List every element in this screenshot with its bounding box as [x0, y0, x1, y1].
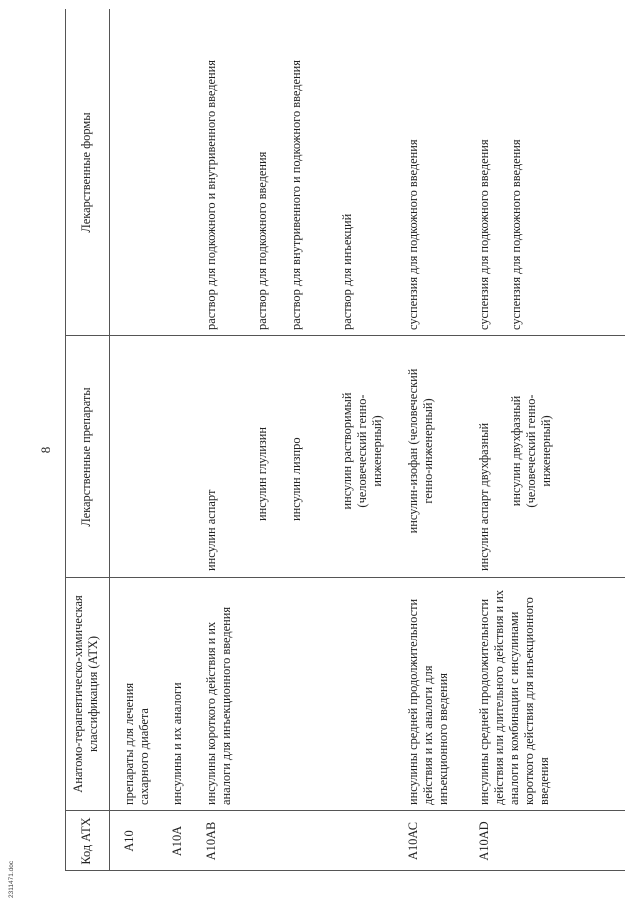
- dosage-form: раствор для инъекций: [340, 213, 354, 330]
- atc-table: [65, 9, 625, 871]
- drug-name: инсулин двухфазный (человеческий генно-инженерный): [509, 394, 553, 508]
- header-classification: Анатомо-терапевтическо-химическая классификация (АТХ): [71, 595, 100, 793]
- page-number: 8: [38, 446, 53, 454]
- header-code: Код АТХ: [79, 817, 93, 865]
- dosage-form: раствор для подкожного введения: [255, 151, 269, 330]
- row-classification: инсулины средней продолжительности действия или длительного действия и их аналоги в комбинации с инсулинами короткого действия для инъекционного введения: [477, 589, 551, 805]
- column-divider: [65, 335, 625, 336]
- row-code: А10АС: [406, 822, 420, 860]
- dosage-form: суспензия для подкожного введения: [406, 139, 420, 330]
- table-border-left: [65, 870, 625, 871]
- header-divider: [109, 9, 110, 871]
- dosage-form: суспензия для подкожного введения: [477, 139, 491, 330]
- drug-name: инсулин-изофан (человеческий генно-инженерный): [406, 368, 435, 534]
- header-drugs: Лекарственные препараты: [79, 387, 93, 527]
- row-code: А10: [122, 830, 136, 852]
- row-classification: препараты для лечения сахарного диабета: [122, 682, 151, 805]
- dosage-form: суспензия для подкожного введения: [509, 139, 523, 330]
- row-code: А10А: [170, 825, 184, 857]
- dosage-form: раствор для подкожного и внутривенного введения: [204, 60, 218, 330]
- document-footer: 2311471.doc: [8, 860, 15, 898]
- row-code: А10АD: [477, 821, 491, 861]
- column-divider: [65, 810, 625, 811]
- drug-name: инсулин глулизин: [255, 426, 269, 521]
- drug-name: инсулин аспарт двухфазный: [477, 422, 491, 571]
- table-border-top: [65, 9, 66, 871]
- row-classification: инсулины короткого действия и их аналоги для инъекционного введения: [204, 606, 233, 805]
- drug-name: инсулин растворимый (человеческий генно-инженерный): [340, 392, 384, 510]
- header-forms: Лекарственные формы: [79, 112, 93, 233]
- row-code: А10АВ: [204, 821, 218, 861]
- dosage-form: раствор для внутривенного и подкожного введения: [289, 60, 303, 330]
- row-classification: инсулины средней продолжительности действия и их аналоги для инъекционного введения: [406, 598, 450, 805]
- drug-name: инсулин аспарт: [204, 489, 218, 571]
- drug-name: инсулин лизпро: [289, 437, 303, 521]
- column-divider: [65, 577, 625, 578]
- row-classification: инсулины и их аналоги: [170, 682, 184, 805]
